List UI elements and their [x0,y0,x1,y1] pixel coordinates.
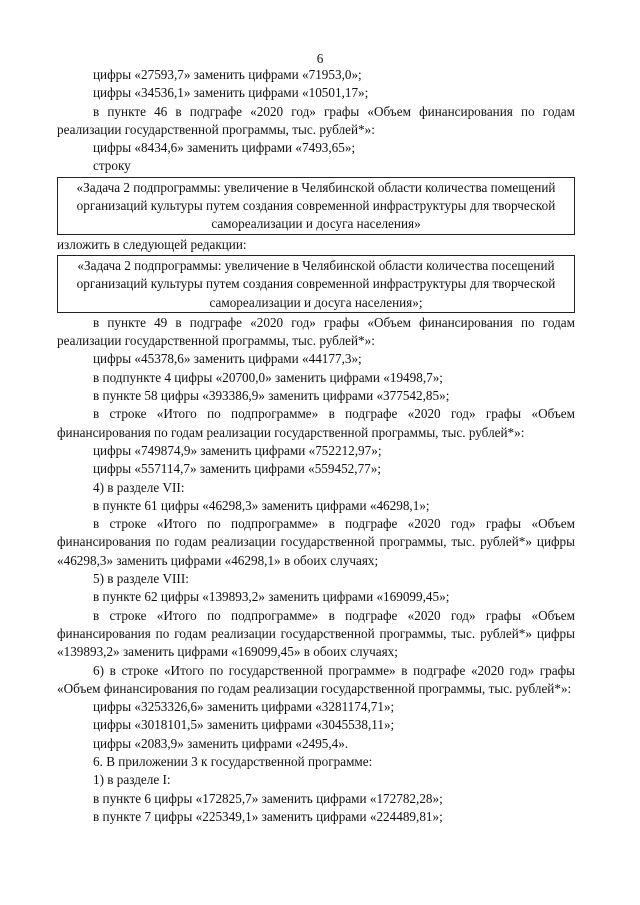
paragraph: в пункте 49 в подграфе «2020 год» графы «Объем финансирования по годам реализации государственной программы, тыс. рублей*»: [57,314,575,349]
paragraph: в пункте 62 цифры «139893,2» заменить цифрами «169099,45»; [93,589,450,605]
paragraph: цифры «34536,1» заменить цифрами «10501,17»; [93,85,369,101]
paragraph: в пункте 46 в подграфе «2020 год» графы «Объем финансирования по годам реализации государственной программы, тыс. рублей*»: [57,103,575,137]
section-heading: 1) в разделе I: [93,772,171,788]
boxed-text-original: «Задача 2 подпрограммы: увеличение в Челябинской области количества помещений организаций культуры путем создания современной инфраструктуры для творческой самореализации и досуга населения» [57,177,575,235]
section-heading: 6. В приложении 3 к государственной программе: [93,753,373,769]
paragraph: в пункте 61 цифры «46298,3» заменить цифрами «46298,1»; [93,497,430,513]
paragraph: в пункте 58 цифры «393386,9» заменить цифрами «377542,85»; [93,388,450,404]
section-heading: 5) в разделе VIII: [93,571,189,587]
paragraph: в строке «Итого по подпрограмме» в подграфе «2020 год» графы «Объем финансирования по годам реализации государственной программы, тыс. рублей*» цифры «139893,2» заменить цифрами «169099,45» в обоих случаях; [57,607,575,660]
boxed-text-new: «Задача 2 подпрограммы: увеличение в Челябинской области количества посещений организаций культуры путем создания современной инфраструктуры для творческой самореализации и досуга населения»; [57,255,575,313]
paragraph: изложить в следующей редакции: [57,236,247,252]
paragraph: цифры «45378,6» заменить цифрами «44177,3»; [93,351,362,367]
paragraph: в строке «Итого по подпрограмме» в подграфе «2020 год» графы «Объем финансирования по годам реализации государственной программы, тыс. рублей*»: [57,406,575,440]
paragraph: строку [93,158,131,174]
section-heading: 4) в разделе VII: [93,479,185,495]
paragraph: в подпункте 4 цифры «20700,0» заменить цифрами «19498,7»; [93,369,443,385]
paragraph: 6) в строке «Итого по государственной программе» в подграфе «2020 год» графы «Объем финансирования по годам реализации государственной программы, тыс. рублей*»: [57,662,575,696]
paragraph: цифры «557114,7» заменить цифрами «559452,77»; [93,461,382,477]
page-number: 6 [316,51,324,66]
paragraph: цифры «8434,6» заменить цифрами «7493,65»; [93,140,356,156]
paragraph: в строке «Итого по подпрограмме» в подграфе «2020 год» графы «Объем финансирования по годам реализации государственной программы, тыс. рублей*» цифры «46298,3» заменить цифрами «46298,1» в обоих случаях; [57,516,575,568]
document-body [57,66,575,826]
paragraph: цифры «2083,9» заменить цифрами «2495,4». [93,735,349,751]
paragraph: цифры «749874,9» заменить цифрами «752212,97»; [93,442,382,458]
paragraph: цифры «3253326,6» заменить цифрами «3281174,71»; [93,699,395,715]
paragraph: цифры «3018101,5» заменить цифрами «3045538,11»; [93,717,395,733]
paragraph: цифры «27593,7» заменить цифрами «71953,0»; [93,67,362,82]
paragraph: в пункте 7 цифры «225349,1» заменить цифрами «224489,81»; [93,808,443,824]
paragraph: в пункте 6 цифры «172825,7» заменить цифрами «172782,28»; [93,790,443,806]
